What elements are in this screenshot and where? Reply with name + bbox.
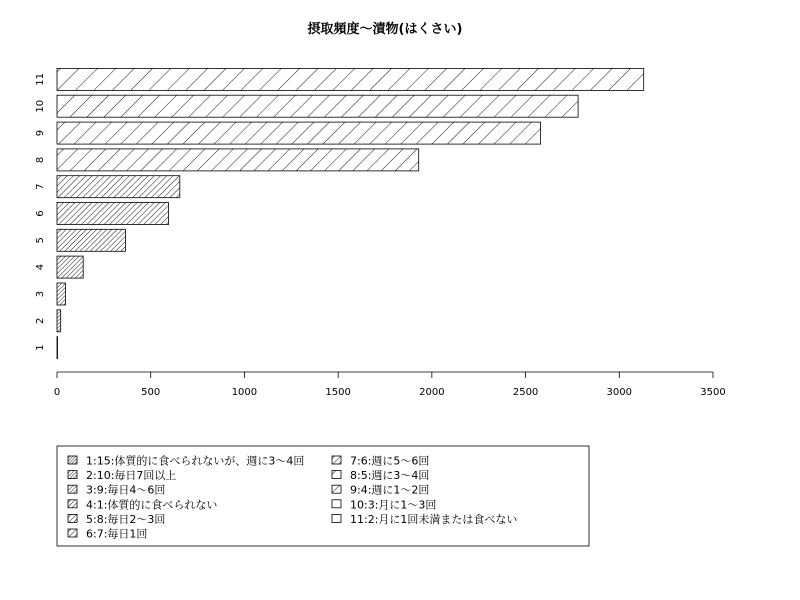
y-tick-label: 6 xyxy=(35,210,46,217)
y-tick-label: 10 xyxy=(35,99,47,113)
y-tick-label: 4 xyxy=(35,263,47,271)
x-tick-label: 3000 xyxy=(606,387,633,398)
legend-swatch xyxy=(332,471,341,479)
legend-swatch xyxy=(332,456,341,464)
legend-label: 8:5:週に3～4回 xyxy=(350,469,430,483)
y-tick-label: 11 xyxy=(35,73,47,86)
legend-swatch xyxy=(68,529,77,537)
bar-3 xyxy=(57,283,65,305)
legend-swatch xyxy=(68,514,77,522)
bar-9 xyxy=(57,122,541,144)
y-axis xyxy=(35,73,46,351)
y-tick-label: 3 xyxy=(34,290,46,298)
x-tick-label: 1500 xyxy=(325,387,351,398)
bar-8 xyxy=(57,149,419,171)
bar-4 xyxy=(57,256,83,278)
x-tick-label: 2000 xyxy=(419,387,445,398)
legend-label: 10:3:月に1～3回 xyxy=(350,498,437,512)
x-tick-label: 0 xyxy=(53,387,61,398)
legend-label: 5:8:毎日2～3回 xyxy=(86,512,166,526)
legend xyxy=(57,446,589,546)
bar-10 xyxy=(57,95,578,117)
y-tick-label: 1 xyxy=(34,344,46,351)
y-tick-label: 9 xyxy=(35,129,47,137)
bar-1 xyxy=(57,337,58,359)
legend-label: 2:10:毎日7回以上 xyxy=(86,469,177,483)
legend-swatch xyxy=(68,500,77,508)
legend-label: 9:4:週に1～2回 xyxy=(350,483,430,497)
bar-5 xyxy=(57,229,125,251)
bar-11 xyxy=(57,68,644,90)
chart-title: 摂取頻度～漬物(はくさい) xyxy=(307,22,463,37)
legend-swatch xyxy=(68,456,77,464)
bar-2 xyxy=(57,310,61,332)
legend-label: 1:15:体質的に食べられないが、週に3～4回 xyxy=(86,454,305,468)
legend-label: 7:6:週に5～6回 xyxy=(350,454,430,468)
legend-label: 11:2:月に1回未満または食べない xyxy=(350,512,518,526)
x-tick-label: 2500 xyxy=(512,387,539,398)
legend-label: 6:7:毎日1回 xyxy=(86,527,148,541)
legend-swatch xyxy=(68,471,77,479)
legend-label: 3:9:毎日4～6回 xyxy=(86,483,166,497)
y-tick-label: 5 xyxy=(35,237,47,244)
legend-swatch xyxy=(332,500,341,508)
bar-7 xyxy=(57,176,180,198)
legend-swatch xyxy=(332,485,341,493)
bars-layer xyxy=(57,68,644,358)
legend-swatch xyxy=(68,485,77,493)
x-tick-label: 500 xyxy=(141,387,161,398)
bar-6 xyxy=(57,203,169,225)
x-tick-label: 3500 xyxy=(700,387,726,398)
x-tick-label: 1000 xyxy=(231,387,258,398)
legend-label: 4:1:体質的に食べられない xyxy=(86,498,218,512)
legend-swatch xyxy=(332,514,341,522)
y-tick-label: 2 xyxy=(34,317,46,324)
x-axis xyxy=(54,372,726,398)
y-tick-label: 8 xyxy=(34,156,46,164)
y-tick-label: 7 xyxy=(34,183,46,190)
